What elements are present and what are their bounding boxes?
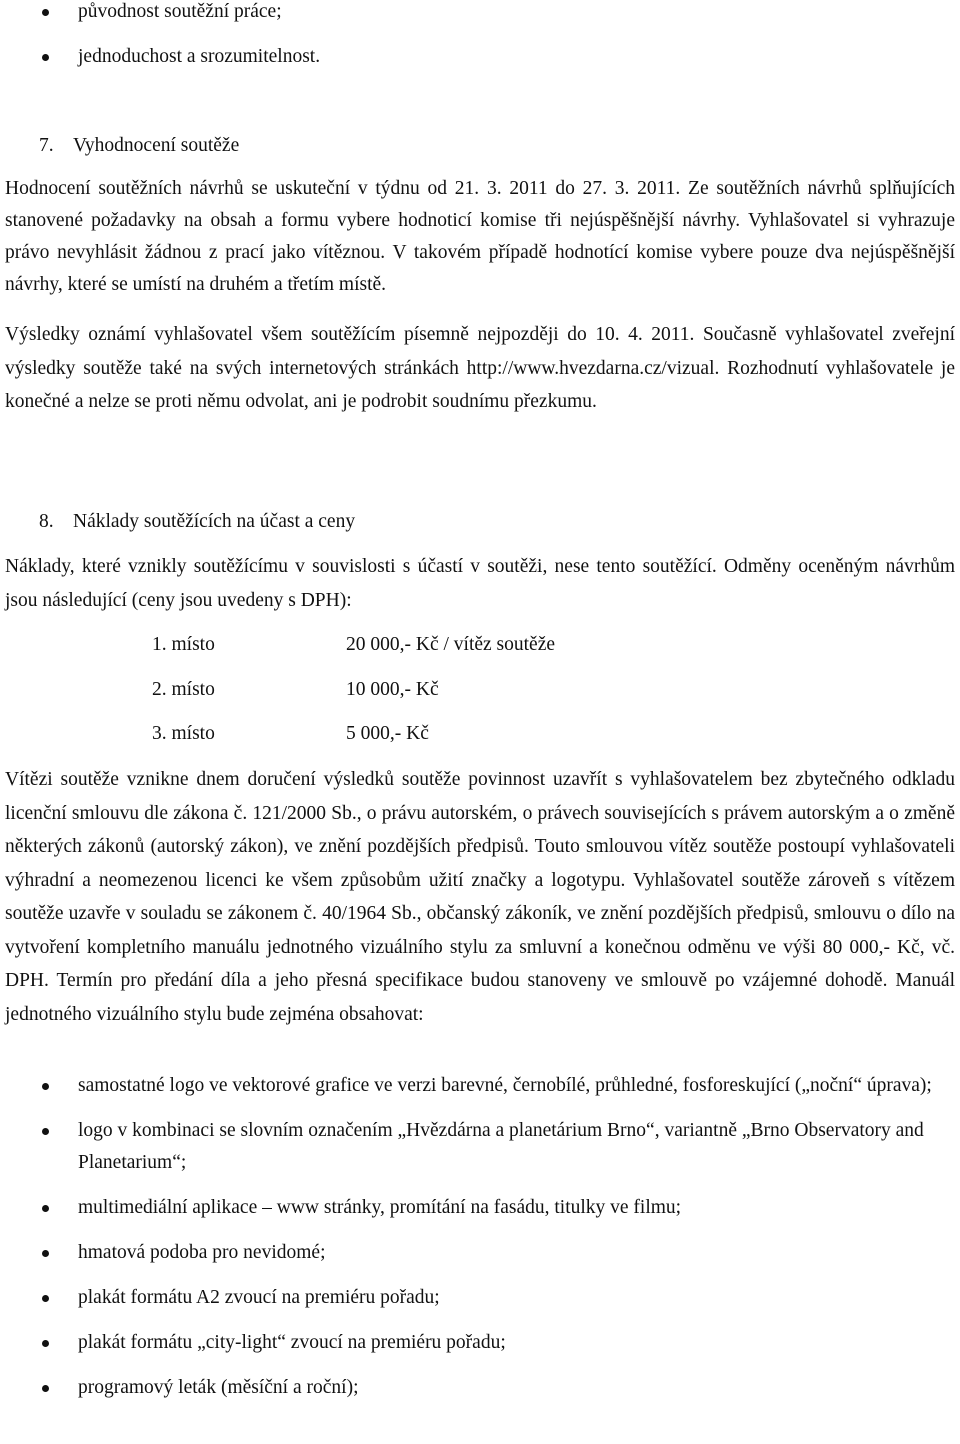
- manual-bullet-list: [5, 1070, 955, 1404]
- section8-paragraph-1: [5, 550, 955, 617]
- list-item: [5, 41, 955, 73]
- list-item-text: plakát formátu „city-light“ zvoucí na premiéru pořadu;: [78, 1332, 506, 1353]
- bullet-icon: [42, 9, 49, 16]
- bullet-icon: [42, 1250, 49, 1257]
- bullet-icon: [42, 1083, 49, 1090]
- section-number: 7.: [39, 135, 54, 156]
- bullet-icon: [42, 1385, 49, 1392]
- paragraph-text: Hodnocení soutěžních návrhů se uskuteční v týdnu od 21. 3. 2011 do 27. 3. 2011. Ze soutěžních návrhů splňujících stanovené požadavky na obsah a formu vybere hodnoticí komise tři nejúspěšnější návrhy. Vyhlašovatel si vyhrazuje právo nevyhlásit žádnou z prací jako vítěznou. V takovém případě hodnotící komise vybere pouze dva nejúspěšnější návrhy, které se umístí na druhém a třetím místě.: [5, 178, 955, 295]
- section-heading-8: [5, 506, 955, 538]
- bullet-icon: [42, 1205, 49, 1212]
- section-title: Náklady soutěžících na účast a ceny: [73, 511, 356, 532]
- list-item: [5, 1192, 955, 1224]
- paragraph-text: Výsledky oznámí vyhlašovatel všem soutěžícím písemně nejpozději do 10. 4. 2011. Současně vyhlašovatel zveřejní výsledky soutěže také na svých internetových stránkách http://www.hvezdarna.cz/vizual. Rozhodnutí vyhlašovatele je konečné a nelze se proti němu odvolat, ani je podrobit soudnímu přezkumu.: [5, 324, 955, 412]
- bullet-icon: [42, 1295, 49, 1302]
- section7-paragraph-1: [5, 173, 955, 301]
- bullet-icon: [42, 54, 49, 61]
- section-heading-7: [5, 130, 955, 162]
- list-item-text: samostatné logo ve vektorové grafice ve verzi barevné, černobílé, průhledné, fosforeskující („noční“ úprava);: [78, 1075, 932, 1096]
- top-bullet-list: [5, 0, 955, 73]
- prize-amount: 5 000,- Kč: [346, 723, 429, 744]
- list-item-text: jednoduchost a srozumitelnost.: [78, 46, 321, 67]
- list-item: [5, 1237, 955, 1269]
- section7-paragraph-2: [5, 318, 955, 419]
- prize-place: 3. místo: [152, 723, 215, 744]
- list-item: [5, 1372, 955, 1404]
- prize-row-2: [152, 674, 439, 706]
- prize-place: 2. místo: [152, 679, 215, 700]
- list-item: [5, 0, 955, 28]
- section-number: 8.: [39, 511, 54, 532]
- list-item-text: hmatová podoba pro nevidomé;: [78, 1242, 326, 1263]
- bullet-icon: [42, 1128, 49, 1135]
- paragraph-text: Vítězi soutěže vznikne dnem doručení výsledků soutěže povinnost uzavřít s vyhlašovatelem bez zbytečného odkladu licenční smlouvu dle zákona č. 121/2000 Sb., o právu autorském, o právech souvisejících s právem autorským a o změně některých zákonů (autorský zákon), ve znění pozdějších předpisů. Touto smlouvou vítěz soutěže postoupí vyhlašovateli výhradní a neomezenou licenci ke všem způsobům užití značky a logotypu. Vyhlašovatel soutěže zároveň s vítězem soutěže uzavře v souladu se zákonem č. 40/1964 Sb., občanský zákoník, ve znění pozdějších předpisů, smlouvu o dílo na vytvoření kompletního manuálu jednotného vizuálního stylu za smluvní a konečnou odměnu ve výši 80 000,- Kč, vč. DPH. Termín pro předání díla a jeho přesná specifikace budou stanoveny ve smlouvě po vzájemné dohodě. Manuál jednotného vizuálního stylu bude zejména obsahovat:: [5, 769, 955, 1025]
- prize-amount: 20 000,- Kč / vítěz soutěže: [346, 634, 556, 655]
- bullet-icon: [42, 1340, 49, 1347]
- list-item: [5, 1115, 955, 1179]
- list-item-text: multimediální aplikace – www stránky, promítání na fasádu, titulky ve filmu;: [78, 1197, 682, 1218]
- list-item: [5, 1327, 955, 1359]
- prize-amount: 10 000,- Kč: [346, 679, 439, 700]
- paragraph-text: Náklady, které vznikly soutěžícímu v souvislosti s účastí v soutěži, nese tento soutěžící. Odměny oceněným návrhům jsou následující (ceny jsou uvedeny s DPH):: [5, 556, 955, 611]
- list-item: [5, 1070, 955, 1102]
- prize-row-1: [152, 629, 555, 661]
- list-item: [5, 1282, 955, 1314]
- prize-row-3: [152, 718, 429, 750]
- section8-paragraph-2: [5, 763, 955, 1031]
- section-title: Vyhodnocení soutěže: [73, 135, 240, 156]
- list-item-text: plakát formátu A2 zvoucí na premiéru pořadu;: [78, 1287, 440, 1308]
- list-item-text: programový leták (měsíční a roční);: [78, 1377, 359, 1398]
- list-item-text: původnost soutěžní práce;: [78, 1, 282, 22]
- list-item-text: logo v kombinaci se slovním označením „Hvězdárna a planetárium Brno“, variantně „Brno Observatory and Planetarium“;: [78, 1120, 924, 1173]
- prize-place: 1. místo: [152, 634, 215, 655]
